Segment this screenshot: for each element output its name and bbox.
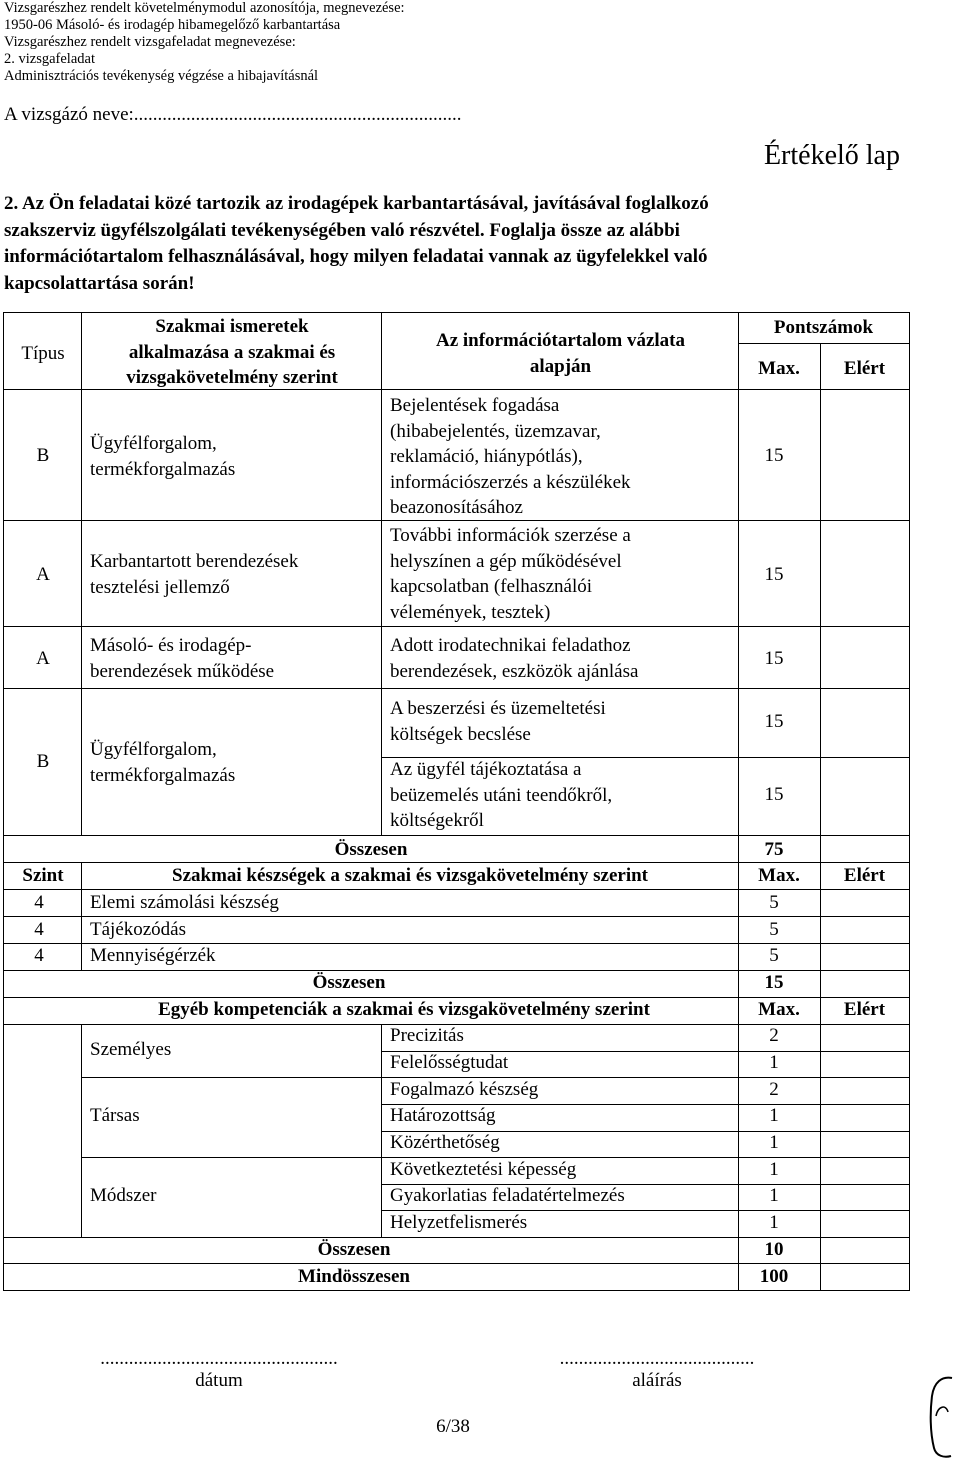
competency-item: Határozottság <box>390 1105 496 1126</box>
col-header-elert: Elért <box>843 865 886 886</box>
col-header-szakmai: Szakmai ismeretek alkalmazása a szakmai és vizsgakövetelmény szerint <box>126 316 338 388</box>
group-name: Társas <box>90 1105 140 1126</box>
row-skill: Mennyiségérzék <box>90 945 216 966</box>
row-info: Adott irodatechnikai feladathoz berendezések, eszközök ajánlása <box>390 635 639 682</box>
row-max: 5 <box>769 919 779 940</box>
row-max: 5 <box>769 892 779 913</box>
competency-max: 2 <box>769 1079 779 1100</box>
table-divider <box>820 997 821 1290</box>
col-header-elert: Elért <box>843 999 886 1020</box>
row-ismeret: Ügyfélforgalom, termékforgalmazás <box>90 433 236 480</box>
col-header-max: Max. <box>758 999 800 1020</box>
header-module-label: Vizsgarészhez rendelt követelménymodul azonosítója, megnevezése: <box>4 0 405 16</box>
row-ismeret: Ügyfélforgalom, termékforgalmazás <box>90 739 236 786</box>
header-task-label: Vizsgarészhez rendelt vizsgafeladat megnevezése: <box>4 34 296 50</box>
grand-total-max: 100 <box>759 1266 789 1287</box>
table-border <box>909 312 910 1290</box>
signature-line[interactable]: ......................................... <box>559 1348 755 1369</box>
group-name: Személyes <box>90 1039 172 1060</box>
total-max: 75 <box>764 839 784 860</box>
row-info: További információk szerzése a helyszínen a gép működésével kapcsolatban (felhasználói vélemények, tesztek) <box>390 525 631 623</box>
header-task-name: Adminisztrációs tevékenység végzése a hibajavításnál <box>4 68 319 84</box>
candidate-name-field[interactable]: A vizsgázó neve:..................................................................... <box>4 104 462 125</box>
competency-max: 1 <box>769 1159 779 1180</box>
competency-max: 1 <box>769 1212 779 1233</box>
table-divider <box>820 835 821 862</box>
task-line: információtartalom felhasználásával, hogy milyen feladatai vannak az ügyfelekkel való <box>4 246 708 267</box>
row-tipus: B <box>36 751 50 772</box>
col-header-tipus: Típus <box>21 343 65 364</box>
competency-max: 2 <box>769 1025 779 1046</box>
col-header-max: Max. <box>758 865 800 886</box>
row-info: A beszerzési és üzemeltetési költségek becslése <box>390 698 606 745</box>
row-info: Bejelentések fogadása (hibabejelentés, üzemzavar, reklamáció, hiánypótlás), információszerzés a készülékek beazonosításához <box>390 395 631 518</box>
task-line: kapcsolattartása során! <box>4 272 195 294</box>
competency-max: 1 <box>769 1185 779 1206</box>
header-module-name: 1950-06 Másoló- és irodagép hibamegelőző karbantartása <box>4 17 341 33</box>
row-max: 5 <box>769 945 779 966</box>
row-skill: Elemi számolási készség <box>90 892 279 913</box>
row-tipus: B <box>36 445 50 466</box>
competency-item: Közérthetőség <box>390 1132 500 1153</box>
signature-label: aláírás <box>632 1370 682 1391</box>
col-header-info: Az információtartalom vázlata alapján <box>435 330 686 377</box>
handwritten-mark-icon <box>924 1372 958 1460</box>
grand-total-label: Mindösszesen <box>298 1266 410 1287</box>
col-header-max: Max. <box>758 358 800 379</box>
competency-item: Helyzetfelismerés <box>390 1212 528 1233</box>
total-label: Összesen <box>334 839 408 860</box>
row-tipus: A <box>36 648 50 669</box>
row-max: 15 <box>764 711 784 732</box>
table-divider <box>3 626 910 627</box>
col-header-kompetenciak: Egyéb kompetenciák a szakmai és vizsgakövetelmény szerint <box>158 999 650 1020</box>
date-label: dátum <box>195 1370 243 1391</box>
task-description <box>4 191 906 297</box>
total-label: Összesen <box>312 972 386 993</box>
row-max: 15 <box>764 445 784 466</box>
group-name: Módszer <box>90 1185 157 1206</box>
task-line: 2. Az Ön feladatai közé tartozik az irodagépek karbantartásával, javításával foglalkozó <box>4 193 709 214</box>
row-ismeret: Másoló- és irodagép- berendezések működése <box>90 635 275 682</box>
competency-item: Következtetési képesség <box>390 1159 577 1180</box>
table-border <box>3 312 910 313</box>
table-divider <box>81 1024 82 1237</box>
row-info: Az ügyfél tájékoztatása a beüzemelés utáni teendőkről, költségekről <box>390 759 613 831</box>
page-title: Értékelő lap <box>763 140 900 171</box>
row-szint: 4 <box>34 892 44 913</box>
row-szint: 4 <box>34 919 44 940</box>
competency-max: 1 <box>769 1052 779 1073</box>
competency-item: Felelősségtudat <box>390 1052 509 1073</box>
total-label: Összesen <box>317 1239 391 1260</box>
table-divider <box>3 688 910 689</box>
table-divider <box>3 835 910 836</box>
competency-max: 1 <box>769 1105 779 1126</box>
table-divider <box>820 343 821 835</box>
col-header-elert: Elért <box>843 358 886 379</box>
row-max: 15 <box>764 564 784 585</box>
date-line[interactable]: .................................................. <box>100 1348 338 1369</box>
table-divider <box>738 343 909 344</box>
row-ismeret: Karbantartott berendezések tesztelési jellemző <box>90 551 299 598</box>
page-number: 6/38 <box>436 1416 470 1437</box>
competency-item: Precizitás <box>390 1025 464 1046</box>
col-header-pontszamok: Pontszámok <box>773 317 874 338</box>
row-max: 15 <box>764 648 784 669</box>
task-line: szakszerviz ügyfélszolgálati tevékenységében való részvétel. Foglalja össze az alábbi <box>4 219 680 241</box>
competency-item: Gyakorlatias feladatértelmezés <box>390 1185 625 1206</box>
competency-max: 1 <box>769 1132 779 1153</box>
row-szint: 4 <box>34 945 44 966</box>
total-max: 15 <box>764 972 784 993</box>
competency-item: Fogalmazó készség <box>390 1079 539 1100</box>
col-header-kepessegek: Szakmai készségek a szakmai és vizsgakövetelmény szerint <box>172 865 648 886</box>
row-tipus: A <box>36 564 50 585</box>
row-max: 15 <box>764 784 784 805</box>
header-task-number: 2. vizsgafeladat <box>4 51 95 67</box>
col-header-szint: Szint <box>22 865 64 886</box>
total-max: 10 <box>764 1239 784 1260</box>
table-border <box>3 1290 910 1291</box>
row-skill: Tájékozódás <box>90 919 187 940</box>
